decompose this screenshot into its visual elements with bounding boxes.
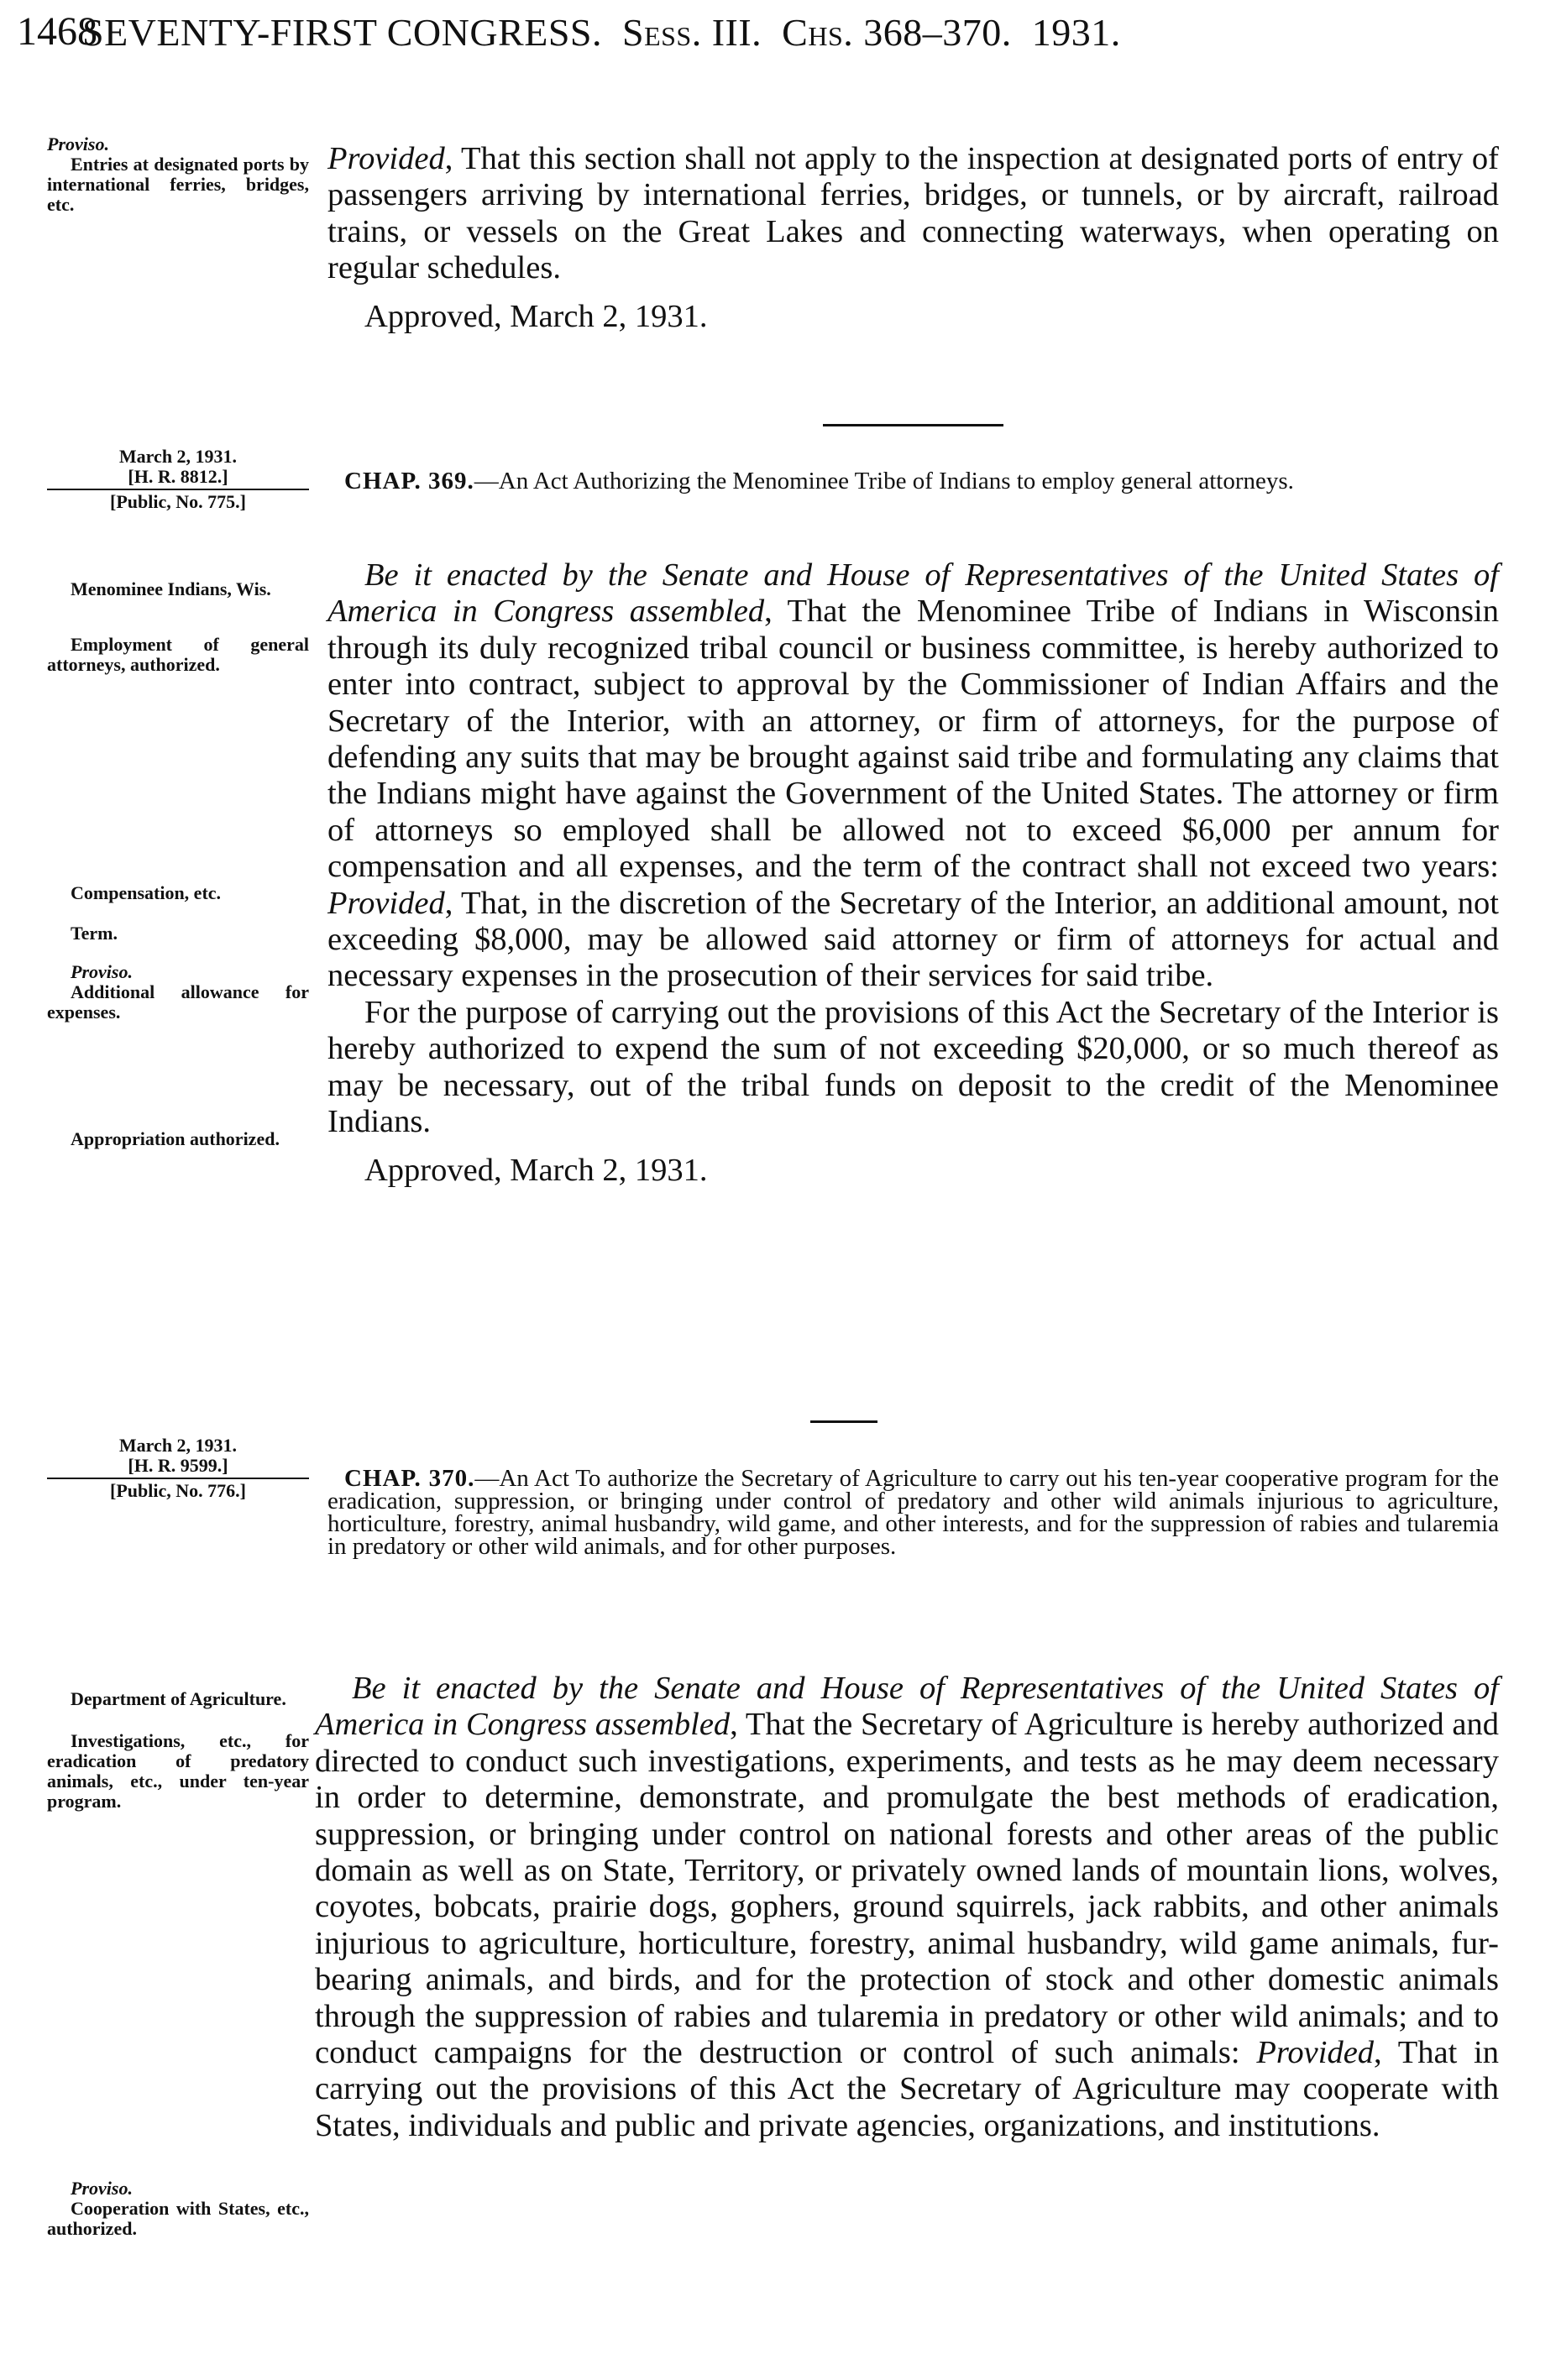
margin-note-department: Department of Agriculture. [71, 1688, 286, 1709]
chapter-title: —An Act To authorize the Secretary of Agriculture to carry out his ten-year cooperative program for the eradication, suppression, or bringing under control of predatory and other wild animals injurious to agriculture, horticulture, forestry, animal husbandry, wild game, and other interests, and for the suppression of rabies and tularemia in predatory or other wild animals, and for other purposes. [327, 1465, 1499, 1560]
section-divider [823, 424, 1003, 426]
appropriation-paragraph: For the purpose of carrying out the provisions of this Act the Secretary of the Interior is hereby authorized to expend the sum of not exceeding $20,000, or so much thereof as may be necessary, out of the tribal funds on deposit to the credit of the Menominee Indians. [327, 994, 1499, 1140]
margin-note-employment: Employment of general attorneys, authorized. [47, 634, 309, 675]
margin-note-entries [47, 134, 309, 215]
margin-note-menominee: Menominee Indians, Wis. [71, 578, 271, 599]
section-368-paragraph: , That this section shall not apply to the inspection at designated ports of entry of passengers arriving by international ferries, bridges, or tunnels, or by aircraft, railroad trains, or vessels on the Great Lakes and connecting waterways, when operating on regular schedules. [327, 141, 1499, 286]
proviso-label: Proviso. [71, 2178, 133, 2199]
running-head-title [82, 10, 1121, 55]
margin-note-term: Term. [71, 923, 118, 944]
margin-note-cooperation: Proviso. Cooperation with States, etc., authorized. [47, 2178, 309, 2239]
approved-line: Approved, March 2, 1931. [364, 298, 708, 334]
section-divider [810, 1420, 877, 1423]
year-label: 1931. [1031, 11, 1121, 54]
congress-title: SEVENTY-FIRST CONGRESS. [82, 11, 602, 54]
provided-word: Provided [327, 885, 445, 921]
bill-ref-rule [47, 1478, 309, 1479]
bill-hr-number: [H. R. 9599.] [128, 1455, 228, 1476]
bill-ref-rule [47, 489, 309, 490]
bill-date: March 2, 1931. [118, 446, 238, 467]
approved-line: Approved, March 2, 1931. [364, 1152, 708, 1188]
page-number: 1468 [17, 9, 97, 54]
running-head [0, 0, 1561, 101]
provided-word: Provided [1256, 2035, 1375, 2071]
enacting-clause: Be it enacted by the Senate and House of Representatives of the United States of America in Congress assembled [315, 1671, 1499, 1743]
chapter-369-heading [327, 470, 1499, 493]
margin-note-text: Entries at designated ports by international ferries, bridges, etc. [47, 154, 309, 215]
bill-reference-369 [47, 447, 309, 512]
chapter-369-text: Be it enacted by the Senate and House of Representatives of the United States of America in Congress assembled, That the Menominee Tribe of Indians in Wisconsin through its duly recognized tribal council or business committee, is hereby authorized to enter into contract, subject to approval by the Commissioner of Indian Affairs and the Secretary of the Interior, with an attorney, or firm of attorneys, for the purpose of defending any suits that may be brought against said tribe and formulating any claims that the Indians might have against the Government of the United States. The attorney or firm of attorneys so employed shall be allowed not to exceed $6,000 per annum for compensation and all expenses, and the term of the contract shall not exceed two years: Provided, That, in the discretion of the Secretary of the Interior, an additional amount, not exceeding $8,000, may be allowed said attorney or firm of attorneys for actual and necessary expenses in the prosecution of their services for said tribe. For the purpose of carrying out the provisions of this Act the Secretary of the Interior is hereby authorized to expend the sum of not exceeding $20,000, or so much thereof as may be necessary, out of the tribal funds on deposit to the credit of the Menominee Indians. Approved, March 2, 1931. [327, 557, 1499, 1188]
provided-word: Provided [327, 141, 445, 176]
proviso-label: Proviso. [71, 961, 133, 982]
margin-note-compensation: Compensation, etc. [71, 882, 222, 903]
session-label: Sess. III. [621, 11, 762, 54]
chapters-label: Chs. 368–370. [782, 11, 1012, 54]
chapter-370-text: Be it enacted by the Senate and House of Representatives of the United States of America in Congress assembled, That the Secretary of Agriculture is hereby authorized and directed to conduct such investigations, experiments, and tests as he may deem necessary in order to determine, demonstrate, and promulgate the best methods of eradication, suppression, or bringing under control on national forests and other areas of the public domain as well as on State, Territory, or privately owned lands of mountain lions, wolves, coyotes, bobcats, prairie dogs, gophers, ground squirrels, jack rabbits, and other animals injurious to agriculture, horticulture, forestry, animal husbandry, wild game animals, fur-bearing animals, and birds, and for the protection of stock and other domestic animals through the suppression of rabies and tularemia in predatory or other wild animals; and to conduct campaigns for the destruction or control of such animals: Provided, That in carrying out the provisions of this Act the Secretary of Agriculture may cooperate with States, individuals and public and private agencies, organizations, and institutions. [315, 1671, 1499, 2143]
bill-hr-number: [H. R. 8812.] [128, 466, 228, 487]
public-law-number: [Public, No. 775.] [110, 491, 246, 512]
chapter-title: —An Act Authorizing the Menominee Tribe of Indians to employ general attorneys. [474, 468, 1294, 494]
chapter-370-heading [327, 1467, 1499, 1558]
margin-note-additional-allowance: Proviso. Additional allowance for expenses. [47, 961, 309, 1023]
chapter-number: CHAP. 369. [344, 468, 474, 494]
bill-reference-370 [47, 1436, 309, 1501]
public-law-number: [Public, No. 776.] [110, 1480, 246, 1501]
enacting-clause: Be it enacted by the Senate and House of Representatives of the United States of America in Congress assembled [327, 557, 1499, 630]
section-368-text [327, 141, 1499, 335]
margin-note-appropriation: Appropriation authorized. [71, 1128, 280, 1149]
chapter-number: CHAP. 370. [344, 1465, 475, 1492]
proviso-label: Proviso. [47, 133, 109, 154]
margin-note-investigations: Investigations, etc., for eradication of predatory animals, etc., under ten-year program. [47, 1730, 309, 1812]
bill-date: March 2, 1931. [118, 1435, 238, 1456]
